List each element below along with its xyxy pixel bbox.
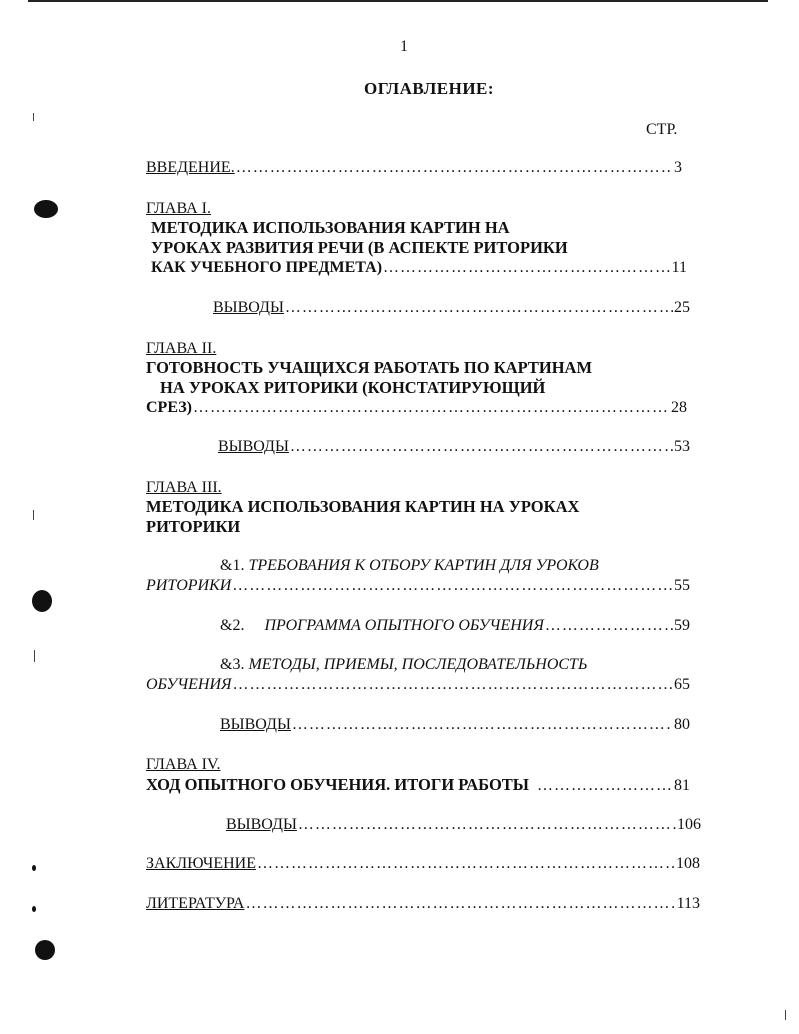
toc-page: 81 [674,777,690,794]
chapter-1-title-line: МЕТОДИКА ИСПОЛЬЗОВАНИЯ КАРТИН НА [151,218,510,237]
toc-page: 80 [674,716,690,733]
toc-page: 59 [674,617,690,634]
toc-entry-section-3-1[interactable] [146,577,690,595]
punch-hole-mark [35,940,55,960]
toc-label: ВЫВОДЫ [213,299,284,316]
section-title-line: ТРЕБОВАНИЯ К ОТБОРУ КАРТИН ДЛЯ УРОКОВ [248,557,599,574]
page-column-label: СТР. [646,121,678,138]
section-3-1-line [220,557,599,575]
chapter-1-heading: ГЛАВА I. [146,200,211,217]
chapter-4-heading: ГЛАВА IV. [146,756,221,773]
chapter-1-title-line: УРОКАХ РАЗВИТИЯ РЕЧИ (В АСПЕКТЕ РИТОРИКИ [151,238,568,257]
toc-label: ХОД ОПЫТНОГО ОБУЧЕНИЯ. ИТОГИ РАБОТЫ [146,775,530,794]
toc-entry-chapter-4[interactable] [146,775,690,795]
punch-hole-mark [34,200,58,218]
toc-page: 3 [674,159,682,176]
leader-dots [292,716,673,734]
toc-page: 55 [674,577,690,594]
section-mark: &3. [220,656,245,673]
toc-label: РИТОРИКИ [146,577,232,594]
scan-speck [32,865,36,871]
toc-label: СРЕЗ) [146,399,192,416]
toc-entry-chapter-4-conclusions[interactable] [226,816,701,834]
chapter-3-title-line: РИТОРИКИ [146,517,241,536]
section-3-3-line [220,656,587,674]
toc-page: 106 [677,816,701,833]
leader-dots [285,299,673,317]
leader-dots [233,676,673,694]
leader-dots [193,399,670,417]
scan-speck [33,113,34,121]
section-mark: &2. [220,617,245,634]
toc-label: ВЫВОДЫ [218,438,289,455]
punch-hole-mark [32,590,52,612]
toc-page: 11 [671,259,687,276]
leader-dots [245,895,675,913]
scan-speck [32,906,36,912]
toc-page: 53 [674,438,690,455]
toc-page: 108 [676,855,700,872]
toc-label: ПРОГРАММА ОПЫТНОГО ОБУЧЕНИЯ [264,617,544,634]
leader-dots [298,816,676,834]
toc-entry-chapter-2[interactable] [146,399,687,417]
chapter-2-title-line: ГОТОВНОСТЬ УЧАЩИХСЯ РАБОТАТЬ ПО КАРТИНАМ [146,358,593,377]
toc-label: ВЫВОДЫ [220,716,291,733]
chapter-2-title-line: НА УРОКАХ РИТОРИКИ (КОНСТАТИРУЮЩИЙ [160,378,546,397]
chapter-2-heading: ГЛАВА II. [146,340,217,357]
toc-entry-section-3-3[interactable] [146,676,690,694]
toc-entry-chapter-2-conclusions[interactable] [218,438,690,456]
toc-label: ЛИТЕРАТУРА [146,895,245,912]
leader-dots [545,617,673,635]
toc-page: 28 [671,399,687,416]
toc-entry-section-3-2[interactable] [220,617,690,635]
leader-dots [232,577,673,595]
toc-label: ВВЕДЕНИЕ. [146,159,235,176]
toc-label: ЗАКЛЮЧЕНИЕ [146,855,256,872]
scan-speck [34,650,35,662]
scan-speck [785,1010,786,1020]
toc-label: ОБУЧЕНИЯ [146,676,232,693]
leader-dots [236,159,673,177]
toc-page: 65 [674,676,690,693]
leader-dots [383,259,671,277]
toc-page: 113 [676,895,700,912]
toc-entry-chapter-3-conclusions[interactable] [220,716,690,734]
toc-entry-chapter-1-conclusions[interactable] [213,299,690,317]
section-mark: &1. [220,557,245,574]
toc-page: 25 [674,299,690,316]
toc-label: КАК УЧЕБНОГО ПРЕДМЕТА) [151,259,383,276]
scan-top-edge [28,0,768,2]
leader-dots [290,438,673,456]
toc-entry-literature[interactable] [146,895,700,913]
toc-entry-chapter-1[interactable] [151,259,687,277]
toc-label: ВЫВОДЫ [226,816,297,833]
chapter-3-heading: ГЛАВА III. [146,479,222,496]
toc-entry-conclusion[interactable] [146,855,700,873]
chapter-3-title-line: МЕТОДИКА ИСПОЛЬЗОВАНИЯ КАРТИН НА УРОКАХ [146,497,580,516]
page-title: ОГЛАВЛЕНИЕ: [364,79,495,98]
scan-speck [33,510,34,520]
section-title-line: МЕТОДЫ, ПРИЕМЫ, ПОСЛЕДОВАТЕЛЬНОСТЬ [248,656,588,673]
leader-dots [537,777,673,795]
toc-entry-intro[interactable] [146,159,682,177]
page-number: 1 [400,38,408,55]
leader-dots [257,855,675,873]
